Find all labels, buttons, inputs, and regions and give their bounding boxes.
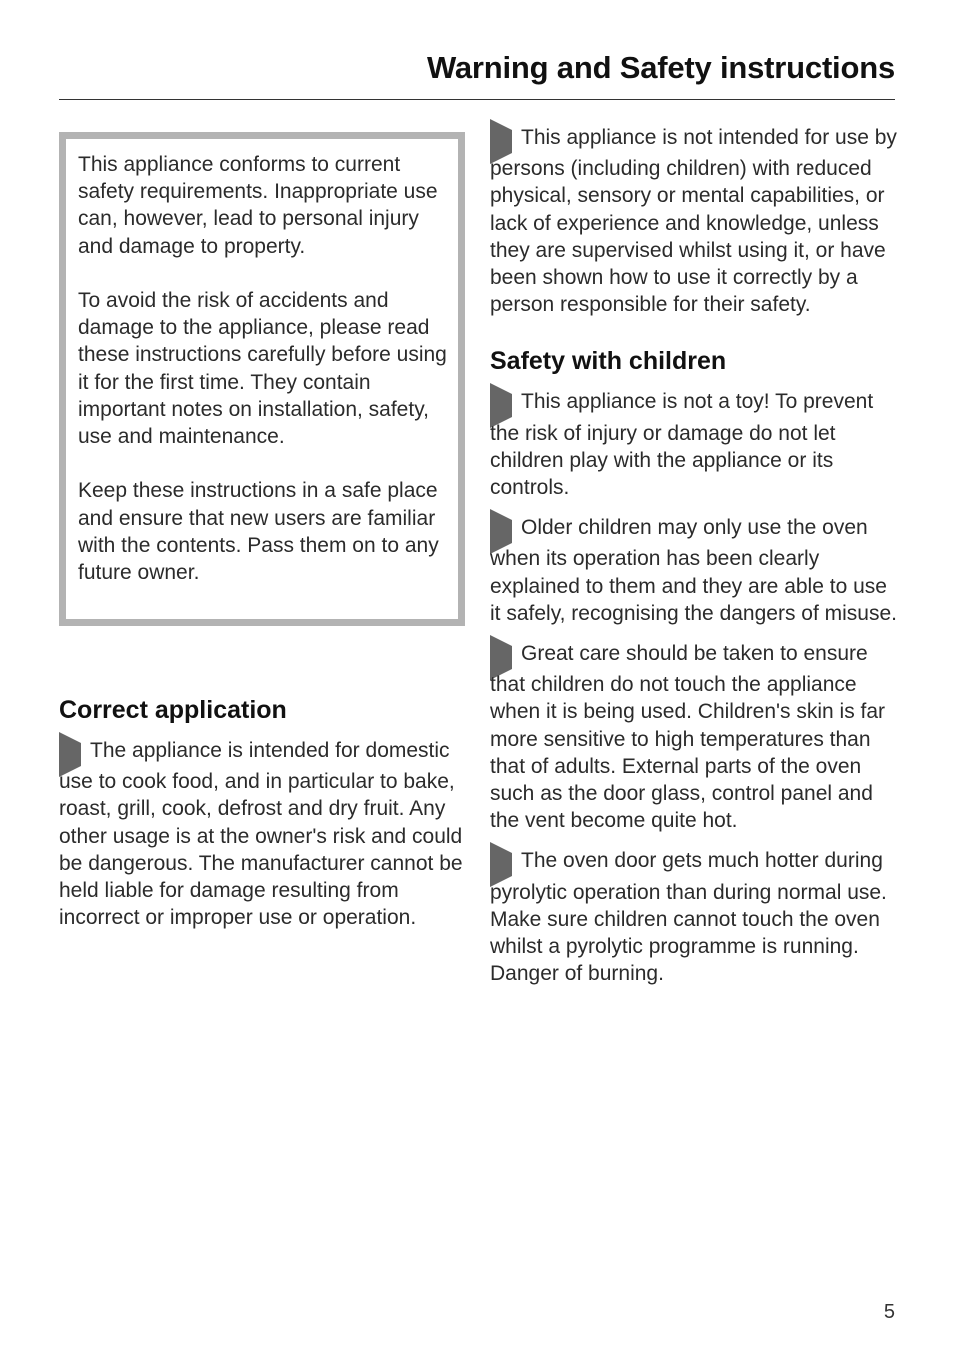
header-divider [59,99,895,100]
right-column [490,124,900,987]
page-number: 5 [883,1301,895,1323]
left-column [59,132,465,931]
section-heading-safety-with-children: Safety with children [490,347,727,376]
bullet-text: This appliance is not a toy! To prevent the risk of injury or damage do not let children play with the appliance or its controls. [490,390,874,500]
bullet-text: Great care should be taken to ensure that children do not touch the appliance when it is being used. Children's skin is far more sensitive to high temperatures than that of adults. External parts of the oven such as the door glass, control panel and the vent become quite hot. [490,642,886,833]
bullet-text: The oven door gets much hotter during pyrolytic operation than during normal use. [490,849,887,904]
bullet-item [490,847,900,987]
notice-paragraph: This appliance conforms to current safety requirements. Inappropriate use can, however, lead to personal injury and damage to property. [78,153,438,258]
bullet-item [490,640,900,834]
section-heading-correct-application: Correct application [59,696,287,724]
bullet-text-continuation: Make sure children cannot touch the oven whilst a pyrolytic programme is running. Danger of burning. [490,907,880,986]
bullet-item [490,388,900,501]
bullet-text: Older children may only use the oven when its operation has been clearly explained to them and they are able to use it safely, recognising the dangers of misuse. [490,516,897,625]
safety-notice-box [59,132,465,626]
bullet-text: The appliance is intended for domestic use to cook food, and in particular to bake, roast, grill, cook, defrost and dry fruit. Any other usage is at the owner's risk and could be dangerous. The manufacturer cannot be held liable for damage resulting from incorrect or improper use or operation. [59,739,463,930]
bullet-item [59,737,465,931]
bullet-item [490,514,900,627]
bullet-item [490,124,900,318]
bullet-text: This appliance is not intended for use by persons (including children) with reduced physical, sensory or mental capabilities, or lack of experience and knowledge, unless they are supervised whilst using it, or have been shown how to use it correctly by a person responsible for their safety. [490,126,897,317]
notice-paragraph: To avoid the risk of accidents and damage to the appliance, please read these instructions carefully before using it for the first time. They contain important notes on installation, safety, use and maintenance. [78,289,447,449]
page-title: Warning and Safety instructions [426,50,895,85]
notice-paragraph: Keep these instructions in a safe place and ensure that new users are familiar with the contents. Pass them on to any future owner. [78,479,439,585]
